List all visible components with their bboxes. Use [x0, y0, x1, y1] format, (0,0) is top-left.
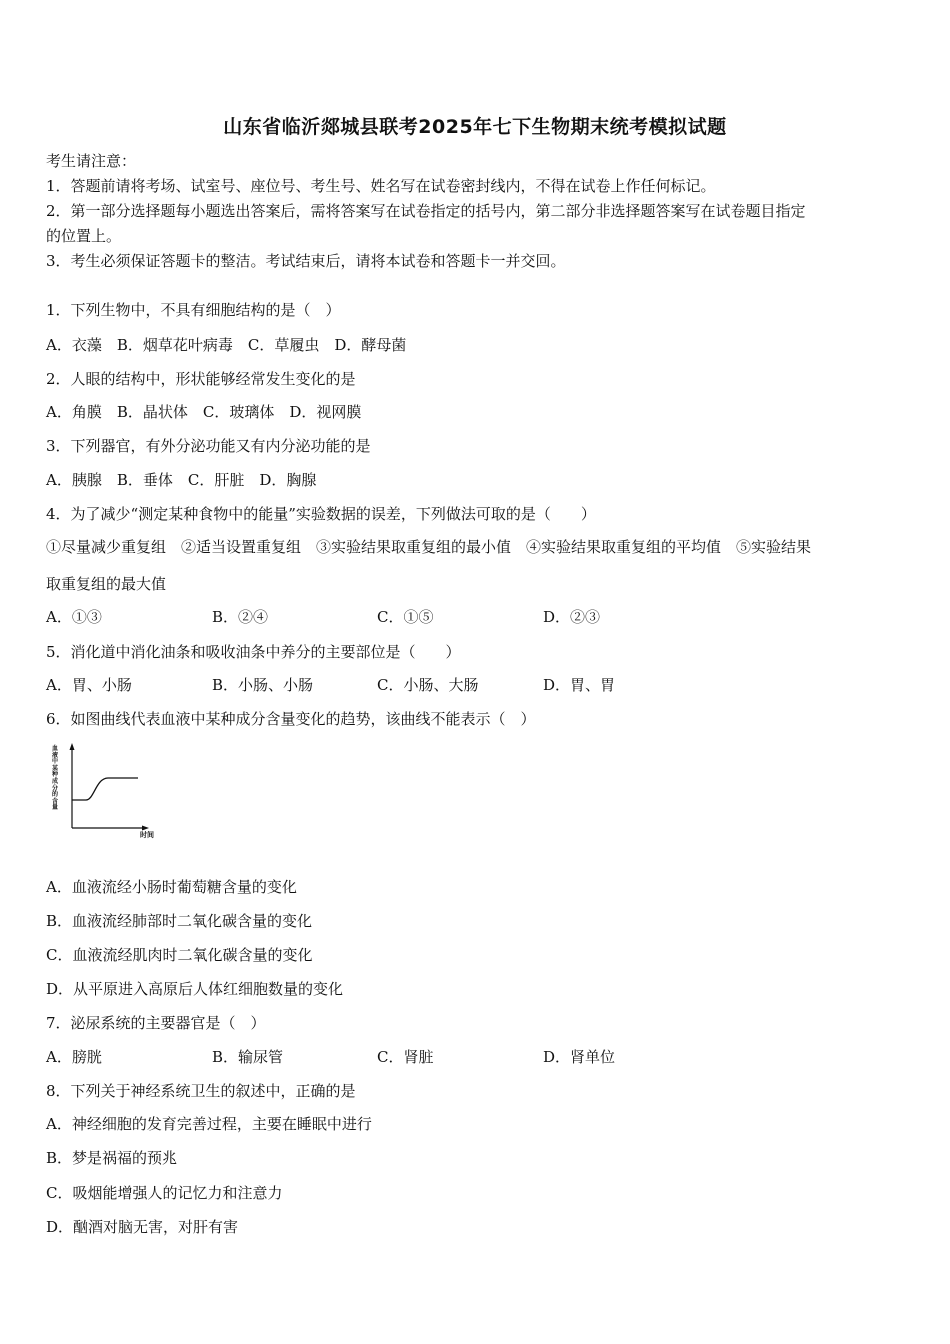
- graph-y-arrow: [70, 743, 75, 750]
- q3-stem: 3．下列器官，有外分泌功能又有内分泌功能的是: [46, 437, 371, 455]
- q6-option-c: C．血液流经肌肉时二氧化碳含量的变化: [46, 946, 313, 964]
- q7-stem: 7．泌尿系统的主要器官是（ ）: [46, 1014, 266, 1032]
- page-title: 山东省临沂郯城县联考2025年七下生物期末统考模拟试题: [223, 116, 727, 138]
- notice-heading: 考生请注意：: [46, 152, 137, 170]
- q4-option-a: A．①③: [46, 608, 102, 626]
- q4-option-c: C．①⑤: [377, 608, 434, 626]
- q5-option-d: D．胃、胃: [543, 676, 616, 694]
- q1-stem: 1．下列生物中，不具有细胞结构的是（ ）: [46, 301, 341, 319]
- q4-statements-cont: 取重复组的最大值: [46, 575, 167, 593]
- q5-option-a: A．胃、小肠: [46, 676, 132, 694]
- q6-option-d: D．从平原进入高原后人体红细胞数量的变化: [46, 980, 344, 998]
- q7-option-b: B．输尿管: [212, 1048, 284, 1066]
- q6-graph: [52, 742, 162, 842]
- graph-x-label: 时间: [140, 831, 154, 839]
- notice-item-2-cont: 的位置上。: [46, 227, 122, 245]
- q5-stem: 5．消化道中消化油条和吸收油条中养分的主要部位是（ ）: [46, 643, 461, 661]
- q2-stem: 2．人眼的结构中，形状能够经常发生变化的是: [46, 370, 356, 388]
- notice-item-3: 3．考生必须保证答题卡的整洁。考试结束后，请将本试卷和答题卡一并交回。: [46, 252, 566, 270]
- q5-option-c: C．小肠、大肠: [377, 676, 479, 694]
- q4-statements: ①尽量减少重复组 ②适当设置重复组 ③实验结果取重复组的最小值 ④实验结果取重复组的平均值 ⑤实验结果: [46, 538, 812, 556]
- q7-option-a: A．膀胱: [46, 1048, 102, 1066]
- q3-options: A．胰腺 B．垂体 C．肝脏 D．胸腺: [46, 471, 317, 489]
- q4-option-d: D．②③: [543, 608, 601, 626]
- q1-options: A．衣藻 B．烟草花叶病毒 C．草履虫 D．酵母菌: [46, 336, 407, 354]
- notice-item-1: 1．答题前请将考场、试室号、座位号、考生号、姓名写在试卷密封线内，不得在试卷上作任何标记。: [46, 177, 716, 195]
- q8-stem: 8．下列关于神经系统卫生的叙述中，正确的是: [46, 1082, 356, 1100]
- notice-item-2: 2．第一部分选择题每小题选出答案后，需将答案写在试卷指定的括号内，第二部分非选择题答案写在试卷题目指定: [46, 202, 806, 220]
- graph-y-label: 血液中某种成分的含量: [52, 745, 59, 812]
- q8-option-a: A．神经细胞的发育完善过程，主要在睡眠中进行: [46, 1115, 372, 1133]
- q4-option-b: B．②④: [212, 608, 269, 626]
- q8-option-c: C．吸烟能增强人的记忆力和注意力: [46, 1184, 283, 1202]
- graph-curve: [72, 778, 138, 800]
- q4-stem: 4．为了减少“测定某种食物中的能量”实验数据的误差，下列做法可取的是（ ）: [46, 505, 596, 523]
- q6-graph-svg: [52, 742, 162, 842]
- q7-option-c: C．肾脏: [377, 1048, 434, 1066]
- q6-option-a: A．血液流经小肠时葡萄糖含量的变化: [46, 878, 297, 896]
- q8-option-d: D．酗酒对脑无害，对肝有害: [46, 1218, 239, 1236]
- q6-stem: 6．如图曲线代表血液中某种成分含量变化的趋势，该曲线不能表示（ ）: [46, 710, 536, 728]
- q6-option-b: B．血液流经肺部时二氧化碳含量的变化: [46, 912, 313, 930]
- q2-options: A．角膜 B．晶状体 C．玻璃体 D．视网膜: [46, 403, 362, 421]
- q8-option-b: B．梦是祸福的预兆: [46, 1149, 178, 1167]
- q7-option-d: D．肾单位: [543, 1048, 616, 1066]
- q5-option-b: B．小肠、小肠: [212, 676, 314, 694]
